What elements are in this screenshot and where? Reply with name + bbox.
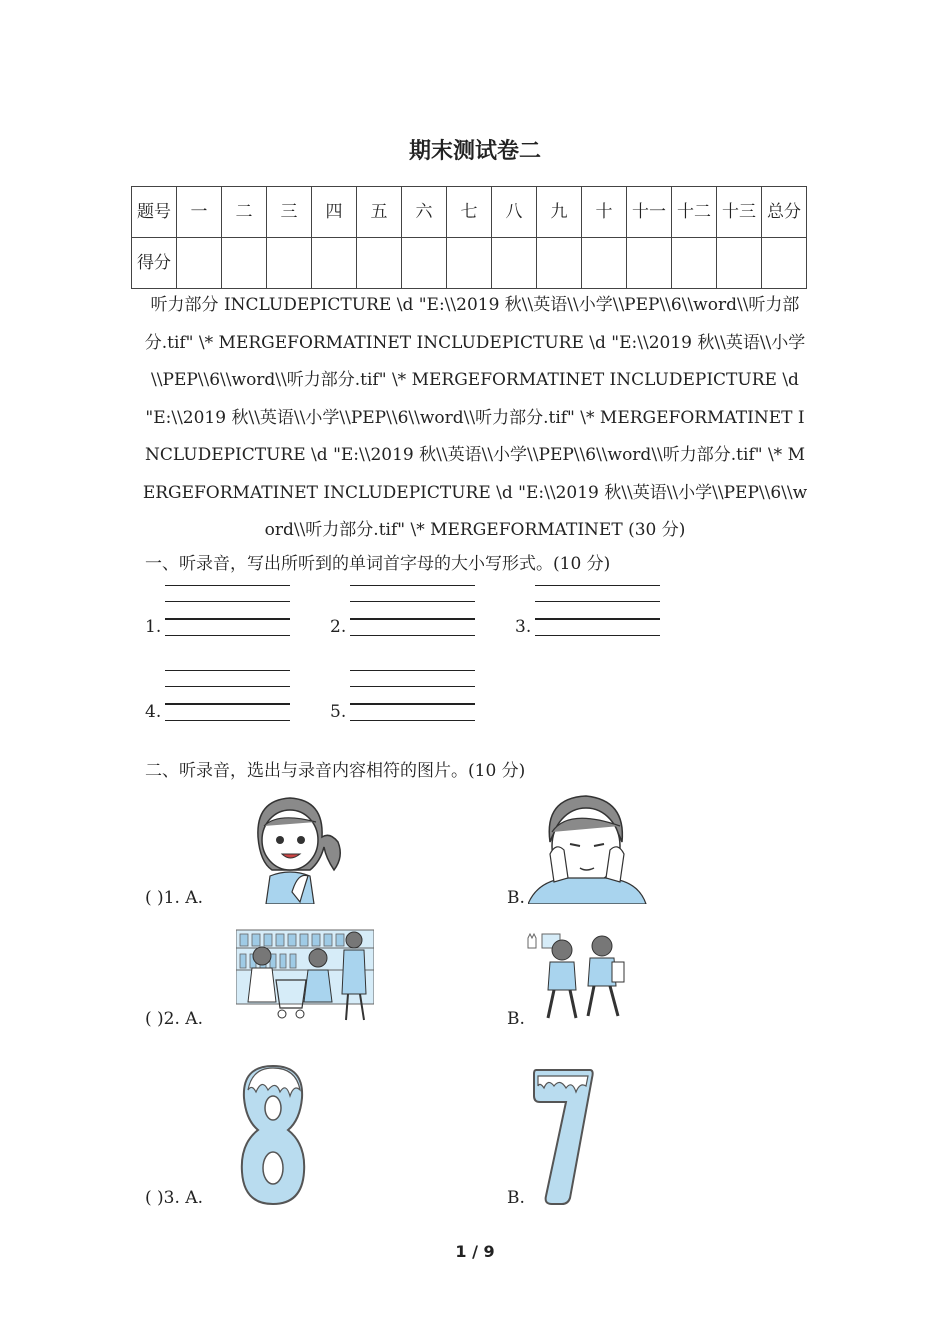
question-number: 2. (330, 617, 347, 637)
question-1-option-a-label: ( )1. A. (145, 888, 203, 908)
question-number: 4. (145, 702, 162, 722)
writing-line (350, 635, 475, 636)
number-seven-picture[interactable] (530, 1064, 596, 1210)
writing-line (165, 618, 290, 620)
writing-line (165, 720, 290, 721)
score-cell[interactable] (582, 238, 627, 289)
table-cell: 二 (222, 187, 267, 238)
question-2-option-a-label: ( )2. A. (145, 1009, 203, 1029)
writing-line (165, 686, 290, 687)
score-cell[interactable] (762, 238, 807, 289)
question-2-option-b-label: B. (507, 1009, 525, 1029)
question-number: 3. (515, 617, 532, 637)
writing-line (535, 618, 660, 620)
question-3-option-a-label: ( )3. A. (145, 1188, 203, 1208)
supermarket-picture[interactable] (236, 928, 374, 1026)
listening-section-header: 听力部分 INCLUDEPICTURE \d "E:\\2019 秋\\英语\\小学\\PEP\\6\\word\\听力部分.tif" \* MERGEFORMATINET INCLUDEPICTURE \d "E:\\2019 秋\\英语\\小学\\PEP\\6\\word\\听力部分.tif" \* MERGEFORMATINET INCLUDEPICTURE \d "E:\\2019 秋\\英语\\小学\\PEP\\6\\word\\听力部分.tif" \* MERGEFORMATINET INCLUDEPICTURE \d "E:\\2019 秋\\英语\\小学\\PEP\\6\\word\\听力部分.tif" \* MERGEFORMATINET INCLUDEPICTURE \d "E:\\2019 秋\\英语\\小学\\PEP\\6\\word\\听力部分.tif" \* MERGEFORMATINET (30 分) (142, 295, 808, 540)
writing-line (165, 703, 290, 705)
score-cell[interactable] (222, 238, 267, 289)
score-cell[interactable] (177, 238, 222, 289)
writing-line (350, 686, 475, 687)
score-cell[interactable] (402, 238, 447, 289)
number-eight-picture[interactable] (238, 1062, 308, 1212)
table-cell: 九 (537, 187, 582, 238)
writing-line (165, 670, 290, 671)
table-cell: 十三 (717, 187, 762, 238)
score-cell[interactable] (357, 238, 402, 289)
table-cell: 六 (402, 187, 447, 238)
writing-line (165, 601, 290, 602)
table-cell: 四 (312, 187, 357, 238)
writing-line (350, 618, 475, 620)
writing-lines-5[interactable] (330, 662, 490, 722)
writing-line (535, 601, 660, 602)
table-cell: 十二 (672, 187, 717, 238)
table-cell: 八 (492, 187, 537, 238)
writing-lines-1[interactable] (145, 577, 305, 637)
writing-line (165, 585, 290, 586)
writing-line (535, 585, 660, 586)
section1-title: 一、听录音，写出所听到的单词首字母的大小写形式。(10 分) (145, 554, 611, 574)
table-cell: 题号 (132, 187, 177, 238)
table-cell: 五 (357, 187, 402, 238)
table-cell: 得分 (132, 238, 177, 289)
writing-line (350, 601, 475, 602)
table-cell: 总分 (762, 187, 807, 238)
score-table-score-row (132, 238, 807, 289)
question-1-option-b-label: B. (507, 888, 525, 908)
section2-title: 二、听录音，选出与录音内容相符的图片。(10 分) (145, 761, 526, 781)
page-title: 期末测试卷二 (408, 139, 541, 164)
score-cell[interactable] (492, 238, 537, 289)
score-table-header-row (132, 187, 807, 238)
score-cell[interactable] (717, 238, 762, 289)
score-table (131, 186, 807, 289)
writing-line (535, 635, 660, 636)
page-number: 1 / 9 (455, 1242, 495, 1261)
boy-picture[interactable] (528, 792, 648, 908)
writing-line (350, 585, 475, 586)
table-cell: 十 (582, 187, 627, 238)
score-cell[interactable] (447, 238, 492, 289)
table-cell: 一 (177, 187, 222, 238)
writing-line (350, 703, 475, 705)
writing-line (350, 670, 475, 671)
walking-kids-picture[interactable] (526, 930, 632, 1028)
question-number: 5. (330, 702, 347, 722)
table-cell: 十一 (627, 187, 672, 238)
score-cell[interactable] (267, 238, 312, 289)
score-cell[interactable] (627, 238, 672, 289)
score-cell[interactable] (672, 238, 717, 289)
girl-picture[interactable] (238, 792, 346, 908)
writing-line (165, 635, 290, 636)
table-cell: 三 (267, 187, 312, 238)
writing-lines-3[interactable] (515, 577, 675, 637)
question-number: 1. (145, 617, 162, 637)
question-3-option-b-label: B. (507, 1188, 525, 1208)
writing-lines-4[interactable] (145, 662, 305, 722)
score-cell[interactable] (537, 238, 582, 289)
writing-line (350, 720, 475, 721)
writing-lines-2[interactable] (330, 577, 490, 637)
table-cell: 七 (447, 187, 492, 238)
score-cell[interactable] (312, 238, 357, 289)
